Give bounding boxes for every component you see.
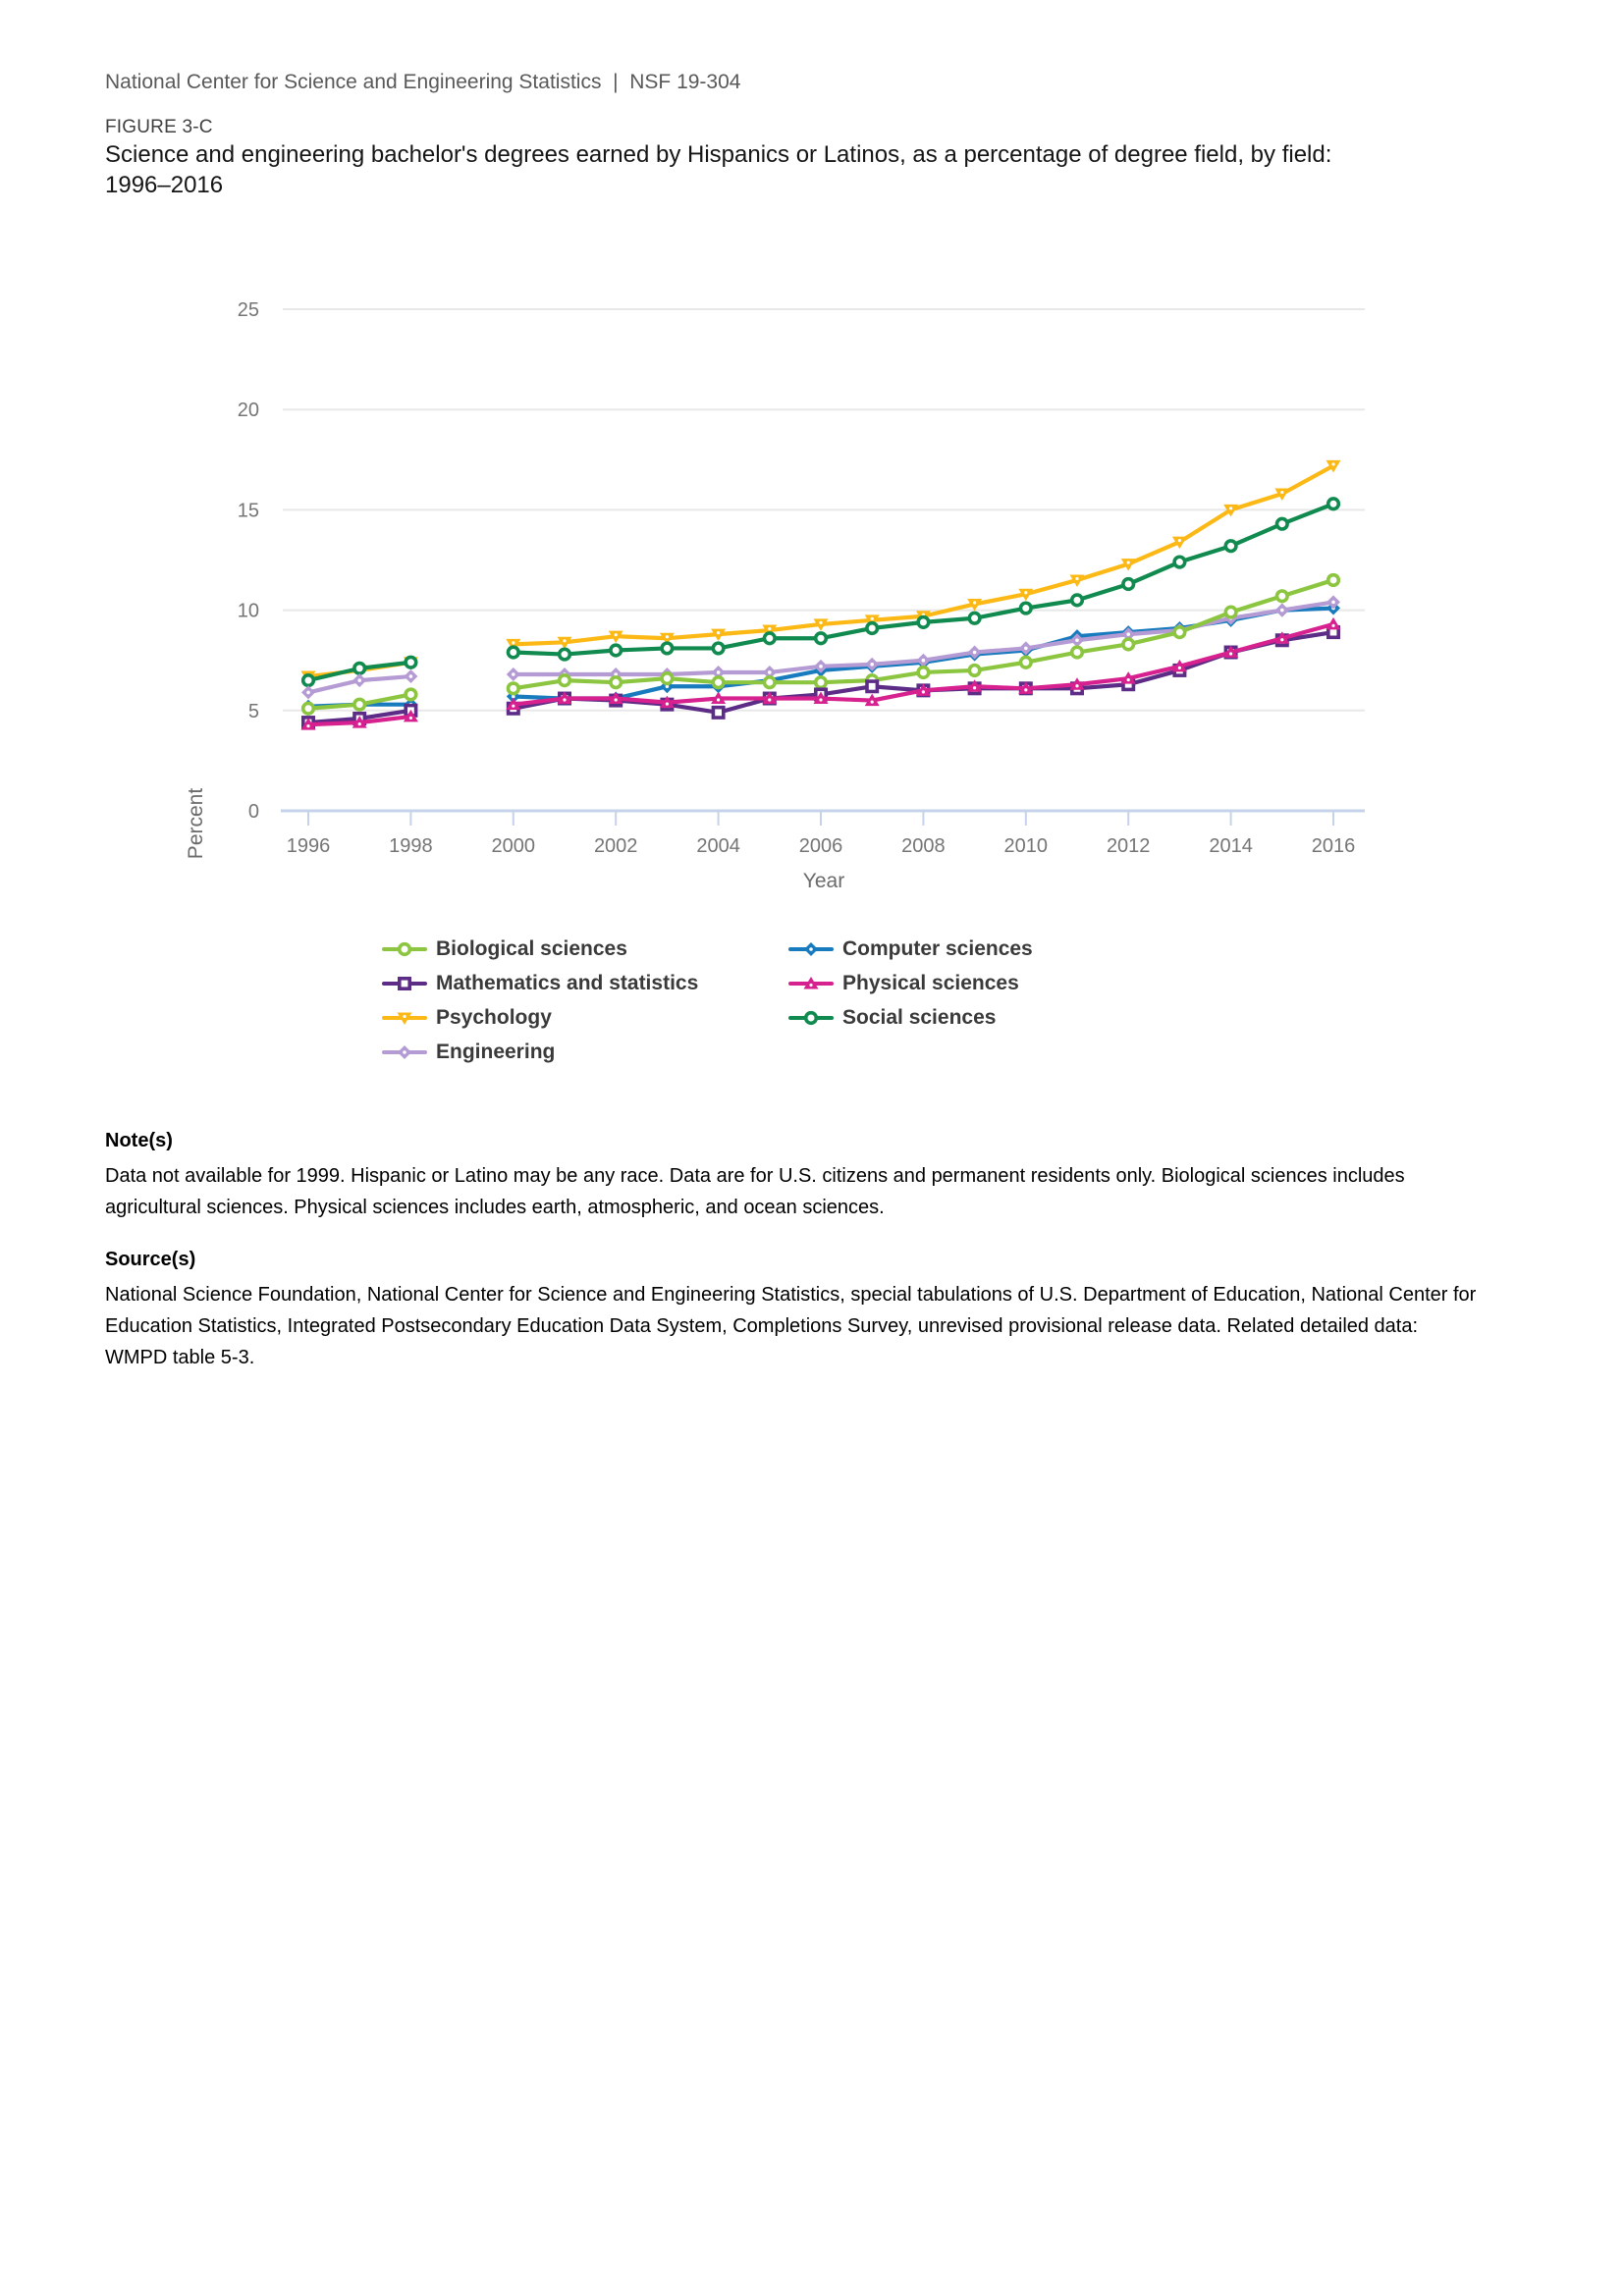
- legend-item-biological-sciences: [382, 935, 788, 962]
- figure-title: Science and engineering bachelor's degrees earned by Hispanics or Latinos, as a percentage of degree field, by field: 1996–2016: [105, 141, 1332, 198]
- chart-legend: [382, 935, 1033, 1065]
- notes-text: Data not available for 1999. Hispanic or Latino may be any race. Data are for U.S. citizens and permanent residents only. Biological sciences includes agricultural sciences. Physical sciences includes earth, atmospheric, and ocean sciences.: [105, 1165, 1405, 1218]
- legend-item-psychology: [382, 1004, 788, 1031]
- svg-text:2008: 2008: [901, 835, 946, 857]
- svg-text:2010: 2010: [1003, 835, 1049, 857]
- legend-label: Biological sciences: [436, 936, 627, 960]
- y-axis-title: Percent: [185, 787, 207, 860]
- legend-item-computer-sciences: [788, 935, 1033, 962]
- mathematics-marker-icon: [382, 975, 427, 992]
- svg-text:0: 0: [247, 801, 259, 823]
- sources-text: National Science Foundation, National Center for Science and Engineering Statistics, special tabulations of U.S. Department of Education, National Center for Education Statistics, Integrated Postsecondary Education Data System, Completions Survey, unrevised provisional release data. Related detailed data: WMPD table 5-3.: [105, 1284, 1477, 1368]
- computer-sciences-marker-icon: [788, 940, 834, 958]
- svg-text:2002: 2002: [593, 835, 638, 857]
- biological-sciences-marker-icon: [382, 940, 427, 958]
- chart: [157, 293, 1384, 906]
- sources-heading: Source(s): [105, 1249, 196, 1270]
- legend-label: Psychology: [436, 1005, 552, 1029]
- legend-item-physical-sciences: [788, 970, 1033, 996]
- svg-text:2004: 2004: [696, 835, 740, 857]
- legend-label: Mathematics and statistics: [436, 971, 699, 994]
- series-social-sciences: [303, 499, 1339, 685]
- line-chart: [157, 293, 1384, 906]
- svg-text:5: 5: [247, 700, 259, 722]
- figure-label: FIGURE 3-C: [105, 117, 213, 137]
- notes-heading: Note(s): [105, 1130, 173, 1151]
- x-axis-title: Year: [802, 870, 845, 892]
- legend-item-social-sciences: [788, 1004, 1033, 1031]
- physical-sciences-marker-icon: [788, 975, 834, 992]
- psychology-marker-icon: [382, 1009, 427, 1027]
- legend-label: Computer sciences: [842, 936, 1033, 960]
- svg-text:1996: 1996: [286, 835, 331, 857]
- legend-label: Social sciences: [842, 1005, 997, 1029]
- legend-label: Engineering: [436, 1040, 556, 1063]
- svg-text:2006: 2006: [798, 835, 843, 857]
- svg-text:20: 20: [237, 400, 259, 422]
- social-sciences-marker-icon: [788, 1009, 834, 1027]
- legend-label: Physical sciences: [842, 971, 1019, 994]
- svg-text:2000: 2000: [491, 835, 536, 857]
- notes-section: [105, 1130, 1482, 1399]
- series-psychology: [301, 460, 1341, 683]
- svg-text:10: 10: [237, 600, 259, 622]
- svg-text:1998: 1998: [389, 835, 433, 857]
- page-header: National Center for Science and Engineering Statistics | NSF 19-304: [105, 71, 741, 93]
- svg-text:15: 15: [237, 500, 259, 522]
- svg-text:2014: 2014: [1209, 835, 1253, 857]
- legend-item-engineering: [382, 1039, 788, 1065]
- svg-text:25: 25: [237, 299, 259, 321]
- legend-item-mathematics-and-statistics: [382, 970, 788, 996]
- svg-text:2016: 2016: [1311, 835, 1356, 857]
- engineering-marker-icon: [382, 1043, 427, 1061]
- svg-text:2012: 2012: [1106, 835, 1151, 857]
